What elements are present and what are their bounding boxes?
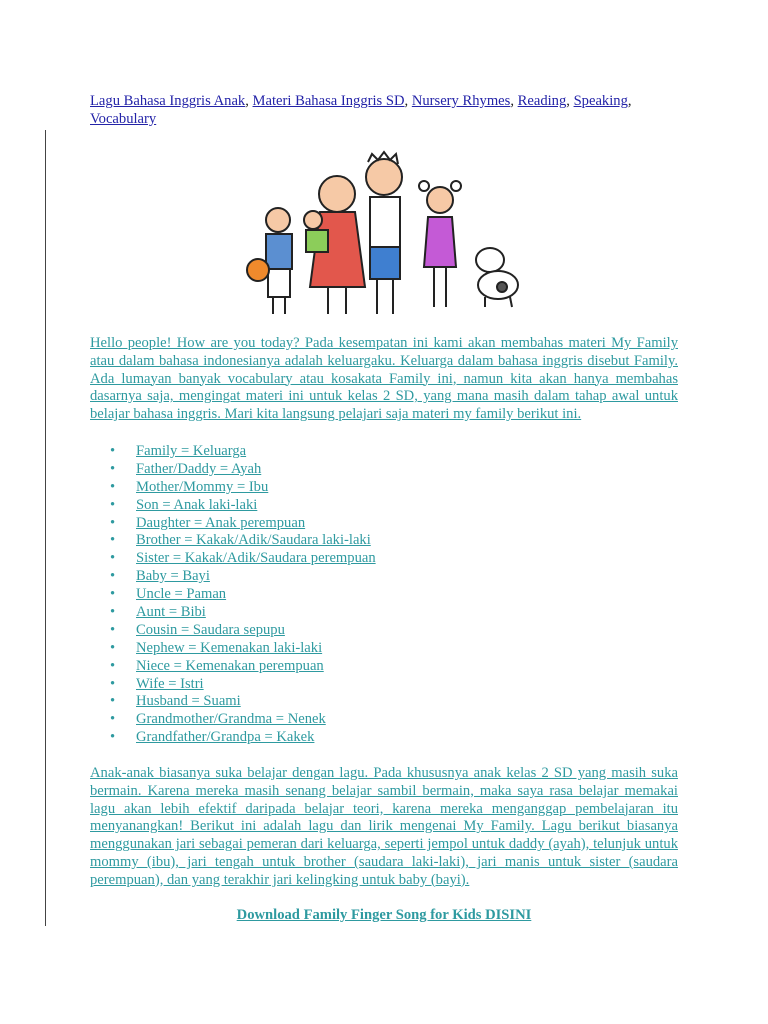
download-link[interactable]	[0, 907, 768, 925]
bullet-icon: •	[110, 496, 116, 513]
list-item-text: Father/Daddy = Ayah	[136, 460, 262, 477]
bullet-icon: •	[110, 693, 116, 710]
bullet-icon: •	[110, 586, 116, 603]
bullet-icon: •	[110, 711, 116, 728]
bullet-icon: •	[110, 621, 116, 638]
list-item-text: Grandfather/Grandpa = Kakek	[136, 729, 315, 746]
list-item[interactable]	[110, 479, 376, 497]
list-item[interactable]	[110, 604, 376, 622]
list-item[interactable]	[110, 676, 376, 694]
list-item-text: Mother/Mommy = Ibu	[136, 478, 269, 495]
list-item-text: Aunt = Bibi	[136, 604, 206, 621]
bullet-icon: •	[110, 443, 116, 459]
list-item[interactable]	[110, 658, 376, 676]
bullet-icon: •	[110, 657, 116, 674]
list-item[interactable]	[110, 461, 376, 479]
bullet-icon: •	[110, 604, 116, 621]
list-item-text: Family = Keluarga	[136, 443, 247, 459]
category-links: Lagu Bahasa Inggris Anak, Materi Bahasa Inggris SD, Nursery Rhymes, Reading, Speaking, Vocabulary	[90, 93, 632, 127]
list-item[interactable]	[110, 550, 376, 568]
list-item[interactable]	[110, 443, 376, 461]
category-link[interactable]: Lagu Bahasa Inggris Anak	[90, 93, 246, 109]
bullet-icon: •	[110, 639, 116, 656]
list-item[interactable]	[110, 586, 376, 604]
bullet-icon: •	[110, 460, 116, 477]
list-item-text: Nephew = Kemenakan laki-laki	[136, 639, 323, 656]
category-link[interactable]: Nursery Rhymes	[411, 93, 511, 109]
list-item[interactable]	[110, 729, 376, 747]
family-illustration	[240, 142, 535, 322]
list-item-text: Baby = Bayi	[136, 568, 210, 585]
category-link[interactable]: Reading	[517, 93, 567, 109]
list-item[interactable]	[110, 568, 376, 586]
vocabulary-list	[110, 443, 376, 747]
list-item-text: Cousin = Saudara sepupu	[136, 621, 285, 638]
bullet-icon: •	[110, 729, 116, 746]
list-item-text: Brother = Kakak/Adik/Saudara laki-laki	[136, 532, 371, 549]
list-item[interactable]	[110, 711, 376, 729]
list-item-text: Niece = Kemenakan perempuan	[136, 657, 324, 674]
bullet-icon: •	[110, 514, 116, 531]
category-link[interactable]: Speaking	[573, 93, 628, 109]
list-item-text: Daughter = Anak perempuan	[136, 514, 306, 531]
bullet-icon: •	[110, 478, 116, 495]
list-item[interactable]	[110, 693, 376, 711]
list-item-text: Uncle = Paman	[136, 586, 227, 603]
bullet-icon: •	[110, 550, 116, 567]
bullet-icon: •	[110, 675, 116, 692]
list-item-text: Sister = Kakak/Adik/Saudara perempuan	[136, 550, 376, 567]
list-item-text: Son = Anak laki-laki	[136, 496, 258, 513]
intro-paragraph[interactable]: Hello people! How are you today? Pada kesempatan ini kami akan membahas materi My Family atau dalam bahasa indonesianya adalah keluargaku. Keluarga dalam bahasa inggris disebut Family. Ada lumayan banyak vocabulary atau kosakata Family ini, namun kita akan hanya membahas dasarnya saja, mengingat materi ini untuk kelas 2 SD, yang mana masih dalam tahap awal untuk belajar bahasa inggris. Mari kita langsung pelajari saja materi my family berikut ini.	[90, 335, 678, 423]
song-paragraph[interactable]: Anak-anak biasanya suka belajar dengan lagu. Pada khususnya anak kelas 2 SD yang masih suka bermain. Karena mereka masih senang belajar sambil bermain, maka saya rasa belajar memakai lagu akan lebih efektif daripada belajar teori, karena mereka menganggap pembelajaran itu menyanangkan! Berikut ini adalah lagu dan lirik mengenai My Family. Lagu berikut biasanya menggunakan jari sebagai pemeran dari keluarga, seperti jempol untuk daddy (ayah), telunjuk untuk mommy (ibu), jari tengah untuk brother (saudara laki-laki), jari manis untuk sister (saudara perempuan), dan yang terakhir jari kelingking untuk baby (bayi).	[90, 765, 678, 888]
category-link[interactable]: Vocabulary	[90, 110, 157, 127]
category-link[interactable]: Materi Bahasa Inggris SD	[252, 93, 405, 109]
bullet-icon: •	[110, 568, 116, 585]
list-item[interactable]	[110, 640, 376, 658]
list-item-text: Husband = Suami	[136, 693, 241, 710]
list-item[interactable]	[110, 622, 376, 640]
list-item[interactable]	[110, 515, 376, 533]
download-link-text[interactable]: Download Family Finger Song for Kids DISINI	[236, 907, 532, 923]
bullet-icon: •	[110, 532, 116, 549]
list-item-text: Wife = Istri	[136, 675, 204, 692]
margin-line	[45, 130, 46, 926]
list-item-text: Grandmother/Grandma = Nenek	[136, 711, 326, 728]
list-item[interactable]	[110, 497, 376, 515]
list-item[interactable]	[110, 532, 376, 550]
